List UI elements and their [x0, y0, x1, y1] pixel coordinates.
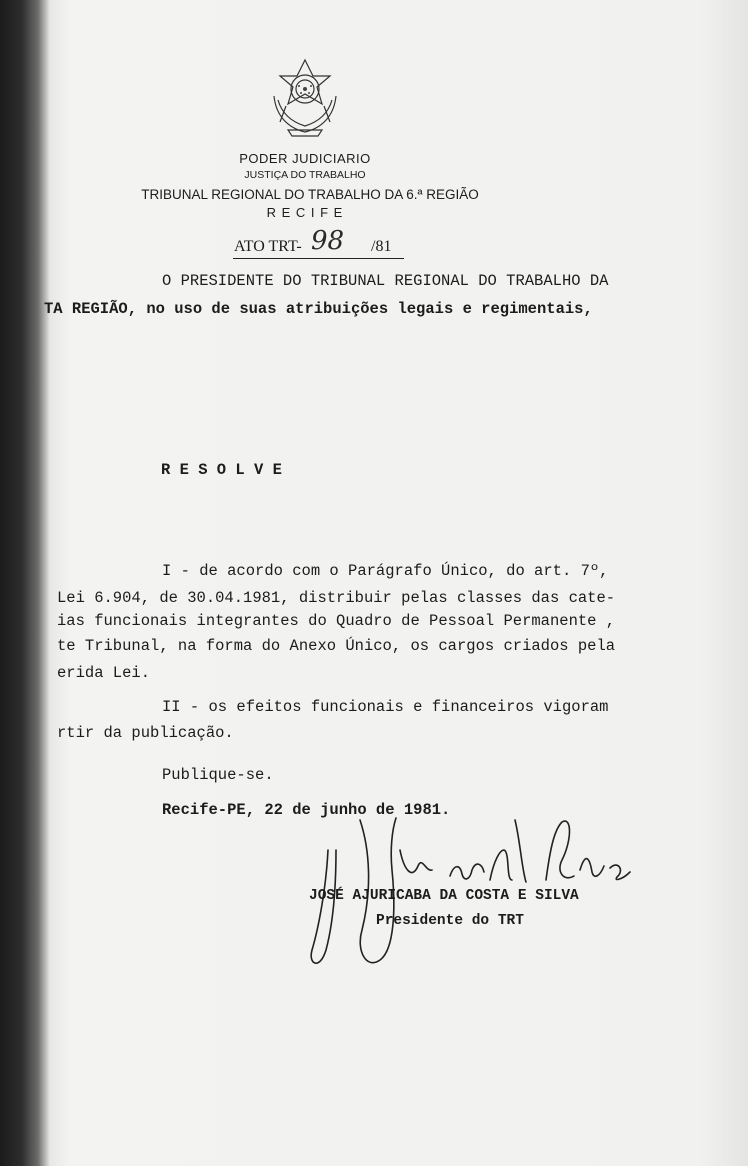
publique-line: Publique-se. — [162, 766, 274, 784]
item1-line-3: ias funcionais integrantes do Quadro de Pessoal Permanente , — [57, 612, 616, 630]
header-line-4: R E C I F E — [266, 205, 344, 220]
item1-line-1: I - de acordo com o Parágrafo Único, do art. 7º, — [162, 562, 609, 580]
resolve-heading: R E S O L V E — [161, 461, 282, 479]
item2-line-2: rtir da publicação. — [57, 724, 234, 742]
intro-line-2: TA REGIÃO, no uso de suas atribuições legais e regimentais, — [44, 300, 593, 318]
item1-line-2: Lei 6.904, de 30.04.1981, distribuir pelas classes das cate- — [57, 589, 616, 607]
act-number-handwritten: 98 — [311, 226, 345, 256]
intro-line-1: O PRESIDENTE DO TRIBUNAL REGIONAL DO TRABALHO DA — [162, 272, 609, 290]
item1-line-5: erida Lei. — [57, 664, 151, 682]
coat-of-arms-emblem — [266, 56, 344, 140]
act-prefix: ATO TRT- — [234, 238, 302, 255]
header-line-2: JUSTIÇA DO TRABALHO — [244, 169, 366, 181]
item2-line-1: II - os efeitos funcionais e financeiros vigoram — [162, 698, 609, 716]
date-line: Recife-PE, 22 de junho de 1981. — [162, 801, 451, 819]
item1-line-4: te Tribunal, na forma do Anexo Único, os cargos criados pela — [57, 637, 616, 655]
header-line-3: TRIBUNAL REGIONAL DO TRABALHO DA 6.ª REGIÃO — [141, 187, 479, 202]
act-suffix: /81 — [371, 238, 392, 255]
header-line-1: PODER JUDICIARIO — [239, 151, 371, 166]
act-underline — [233, 258, 404, 259]
signatory-title: Presidente do TRT — [376, 913, 524, 929]
signatory-name: JOSÉ AJURICABA DA COSTA E SILVA — [309, 888, 579, 904]
